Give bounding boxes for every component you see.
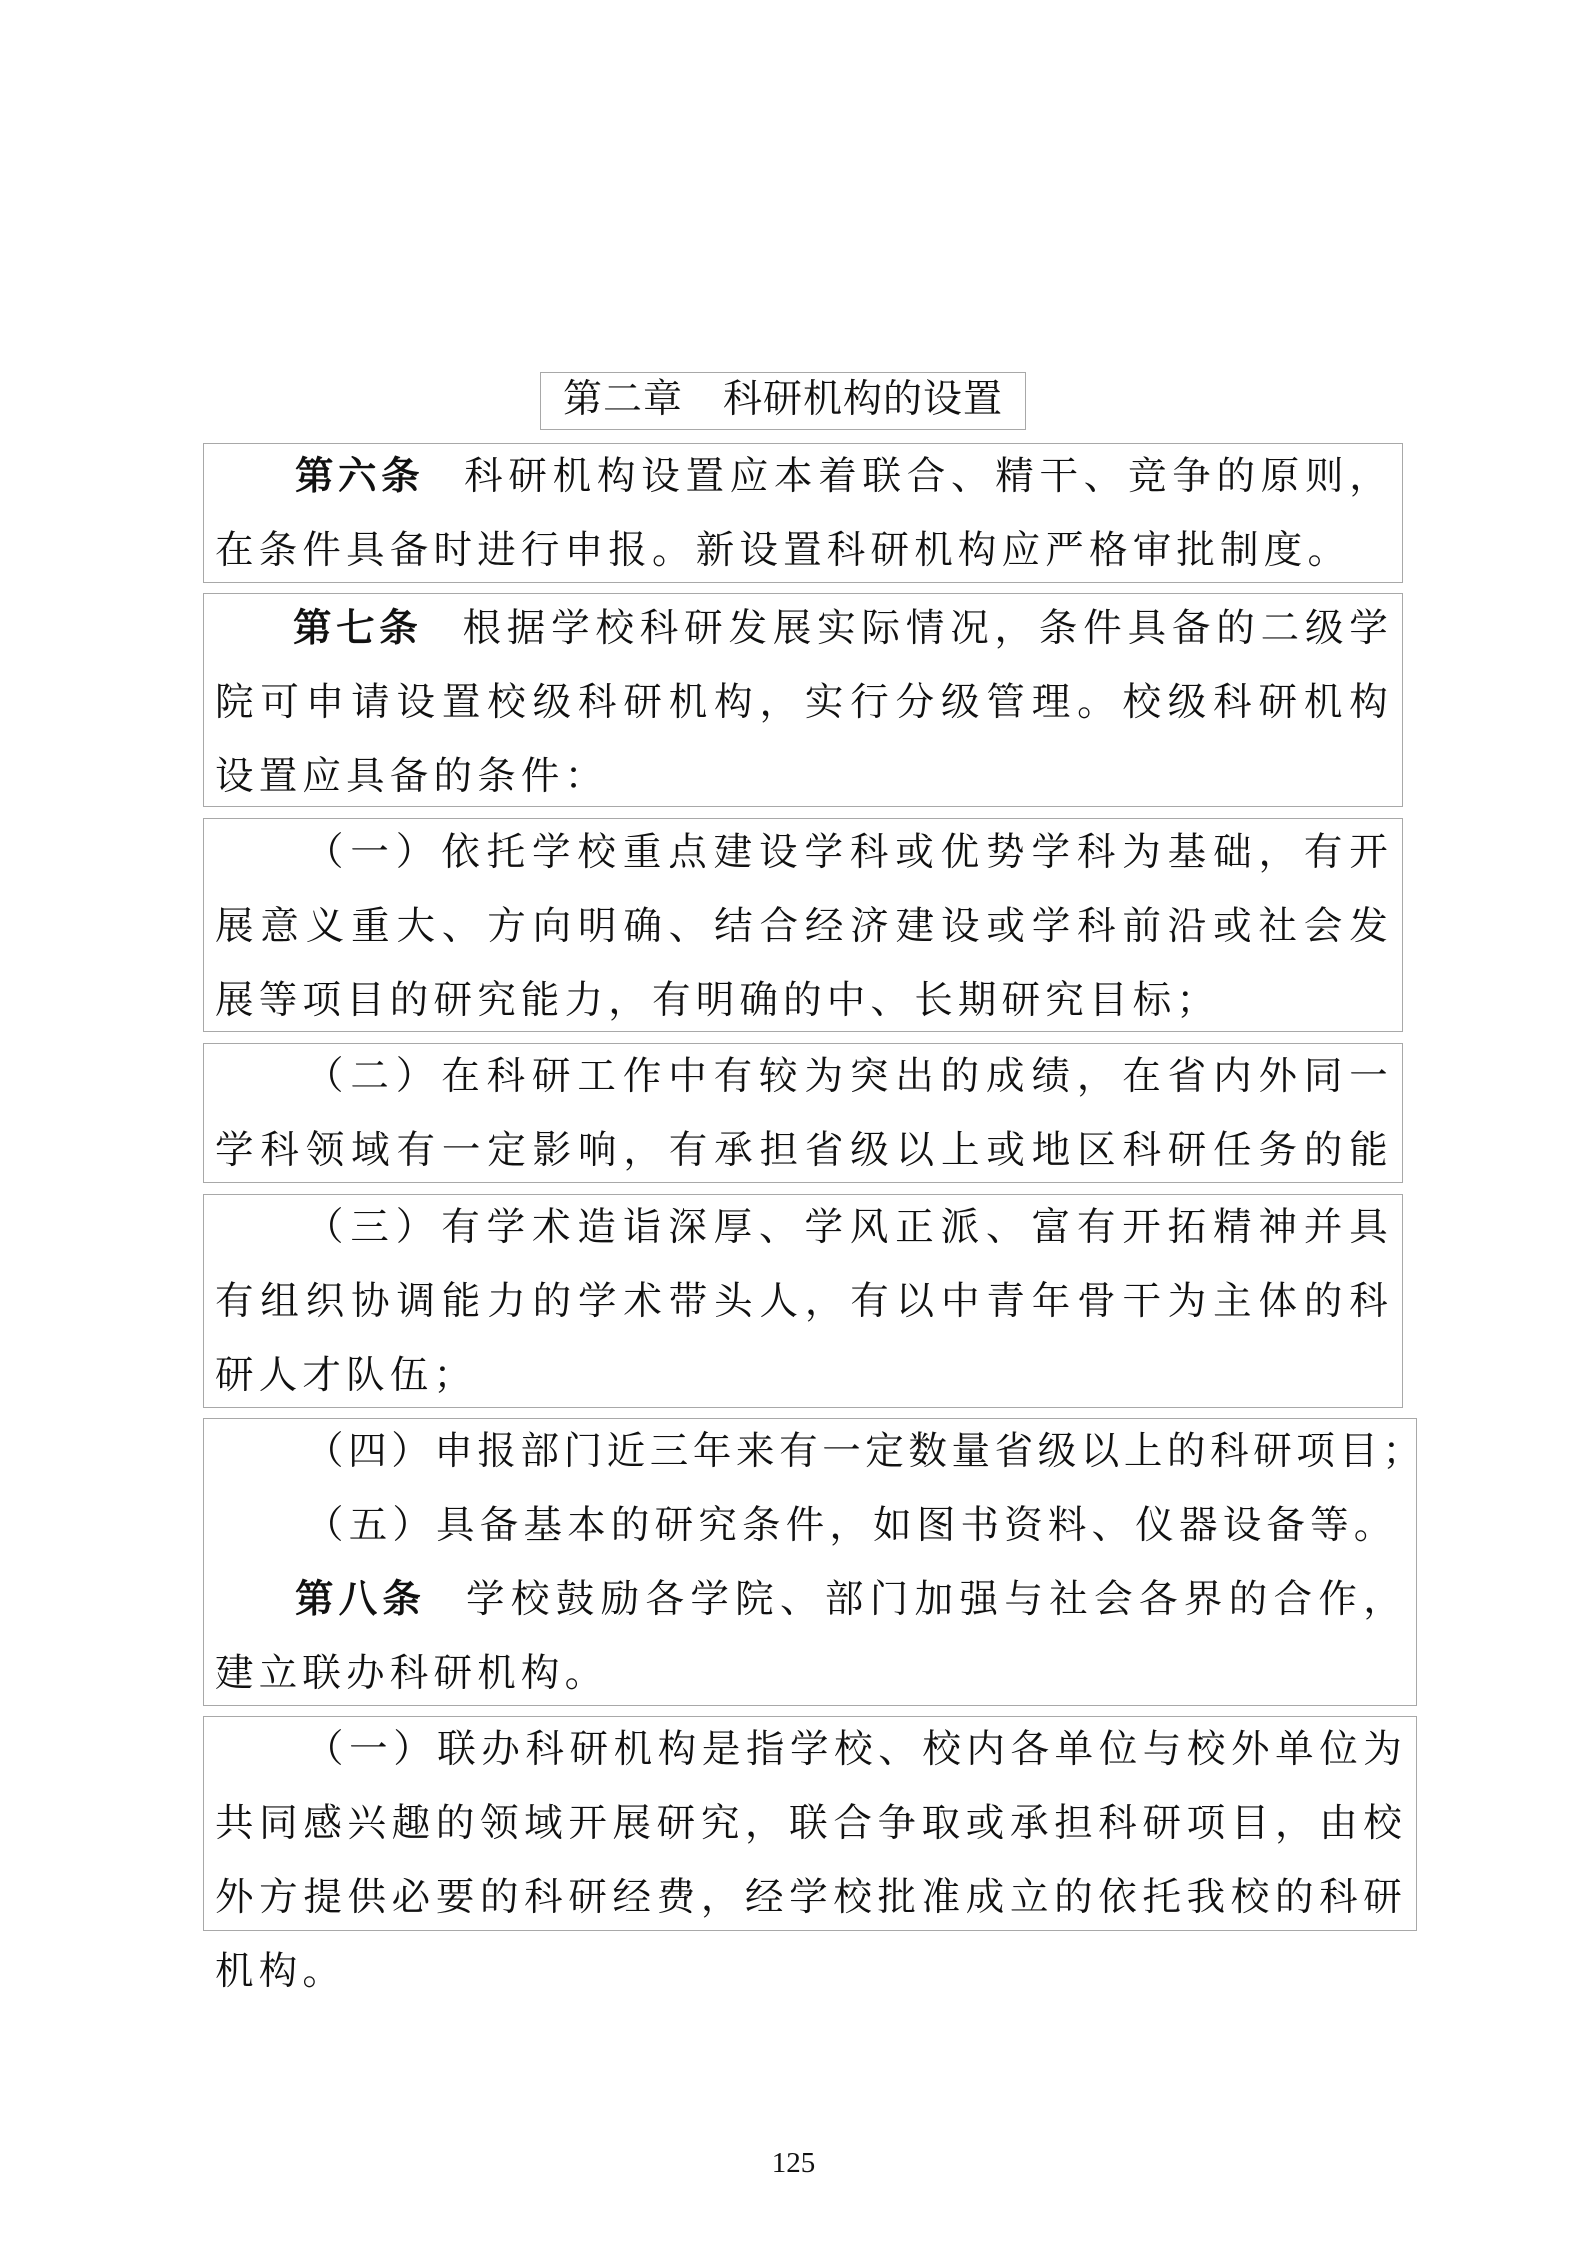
article-6 bbox=[215, 440, 1393, 588]
article-8-label: 第八条 bbox=[295, 1577, 426, 1622]
article-8-item-1: （一）联办科研机构是指学校、校内各单位与校外单位为共同感兴趣的领域开展研究，联合争取或承担科研项目，由校外方提供必要的科研经费，经学校批准成立的依托我校的科研机构。 bbox=[215, 1727, 1407, 1994]
article-6-text: 科研机构设置应本着联合、精干、竞争的原则，在条件具备时进行申报。新设置科研机构应严格审批制度。 bbox=[215, 454, 1393, 573]
article-7-label: 第七条 bbox=[293, 606, 423, 651]
article-7-item-2: （二）在科研工作中有较为突出的成绩，在省内外同一学科领域有一定影响，有承担省级以上或地区科研任务的能 bbox=[215, 1054, 1393, 1173]
chapter-title: 第二章 科研机构的设置 bbox=[540, 372, 1026, 430]
page-number: 125 bbox=[771, 2147, 816, 2179]
article-7-item-4: （四）申报部门近三年来有一定数量省级以上的科研项目； bbox=[305, 1429, 1426, 1474]
article-6-label: 第六条 bbox=[295, 454, 425, 499]
article-7-item-1: （一）依托学校重点建设学科或优势学科为基础，有开展意义重大、方向明确、结合经济建设或学科前沿或社会发展等项目的研究能力，有明确的中、长期研究目标； bbox=[215, 830, 1393, 1023]
article-8 bbox=[215, 1563, 1407, 1711]
article-7-text: 根据学校科研发展实际情况，条件具备的二级学院可申请设置校级科研机构，实行分级管理。校级科研机构设置应具备的条件： bbox=[215, 606, 1393, 799]
article-8-text: 学校鼓励各学院、部门加强与社会各界的合作，建立联办科研机构。 bbox=[215, 1577, 1407, 1696]
article-7-item-5: （五）具备基本的研究条件，如图书资料、仪器设备等。 bbox=[305, 1503, 1398, 1548]
article-7 bbox=[215, 592, 1393, 814]
article-7-item-3: （三）有学术造诣深厚、学风正派、富有开拓精神并具有组织协调能力的学术带头人，有以中青年骨干为主体的科研人才队伍； bbox=[215, 1205, 1393, 1398]
